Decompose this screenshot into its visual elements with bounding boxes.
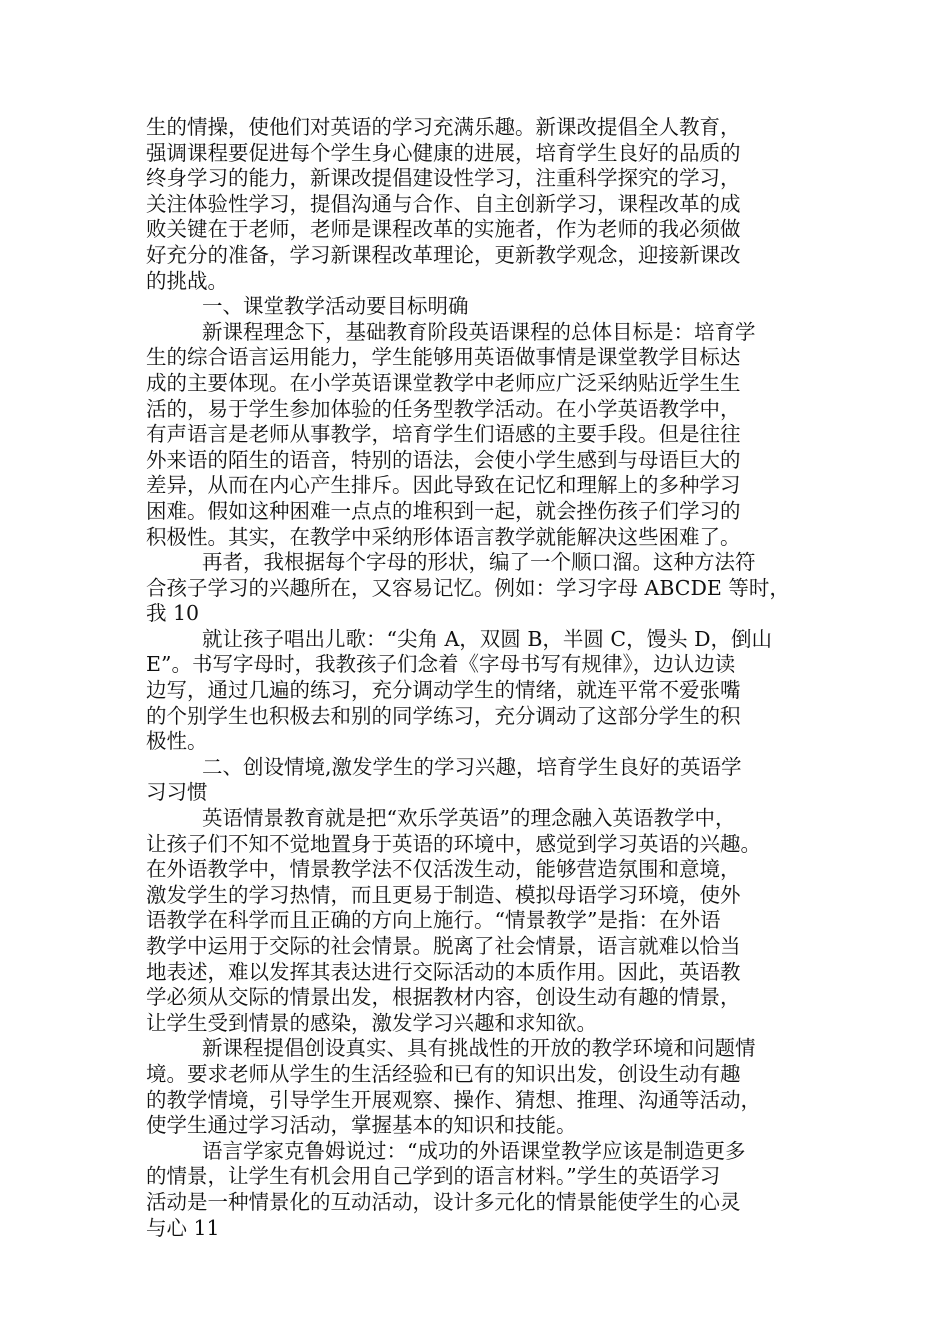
text-line: 积极性。其实，在教学中采纳形体语言教学就能解决这些困难了。 [146,524,741,549]
text-line: 在外语教学中，情景教学法不仅活泼生动，能够营造氛围和意境， [146,857,741,882]
text-line: 有声语言是老师从事教学，培育学生们语感的主要手段。但是往往 [146,422,741,447]
text-line: 英语情景教育就是把“欢乐学英语”的理念融入英语教学中， [202,806,736,831]
text-line: 就让孩子唱出儿歌：“尖角 A，双圆 B，半圆 C，馒头 D，倒山 [202,626,773,651]
text-line: E”。书写字母时，我教孩子们念着《字母书写有规律》，边认边读 [146,652,736,677]
text-line: 成的主要体现。在小学英语课堂教学中老师应广泛采纳贴近学生生 [146,370,741,395]
text-line: 境。要求老师从学生的生活经验和已有的知识出发，创设生动有趣 [146,1061,741,1086]
text-line: 语言学家克鲁姆说过：“成功的外语课堂教学应该是制造更多 [202,1138,746,1163]
text-line: 合孩子学习的兴趣所在，又容易记忆。例如：学习字母 ABCDE 等时， [146,575,790,600]
text-line: 教学中运用于交际的社会情景。脱离了社会情景，语言就难以恰当 [146,934,741,958]
text-line: 的教学情境，引导学生开展观察、操作、猜想、推理、沟通等活动， [146,1087,761,1112]
text-line: 困难。假如这种困难一点点的堆积到一起，就会挫伤孩子们学习的 [146,498,741,523]
text-line: 生的综合语言运用能力，学生能够用英语做事情是课堂教学目标达 [146,345,741,370]
text-line: 败关键在于老师，老师是课程改革的实施者，作为老师的我必须做 [146,217,741,242]
text-line: 一、课堂教学活动要目标明确 [202,294,469,319]
text-line: 终身学习的能力，新课改提倡建设性学习，注重科学探究的学习， [146,166,741,191]
text-line: 外来语的陌生的语音，特别的语法，会使小学生感到与母语巨大的 [146,447,741,472]
text-line: 新课程理念下，基础教育阶段英语课程的总体目标是：培育学 [202,319,756,344]
text-line: 再者，我根据每个字母的形状，编了一个顺口溜。这种方法符 [202,550,756,575]
text-line: 差异，从而在内心产生排斥。因此导致在记忆和理解上的多种学习 [146,473,741,498]
text-line: 语教学在科学而且正确的方向上施行。“情景教学”是指：在外语 [146,908,721,933]
text-line: 我 10 [146,601,200,626]
text-line: 活的，易于学生参加体验的任务型教学活动。在小学英语教学中， [146,396,741,421]
text-line: 生的情操，使他们对英语的学习充满乐趣。新课改提倡全人教育， [146,115,741,139]
text-line: 激发学生的学习热情，而且更易于制造、模拟母语学习环境，使外 [146,882,741,907]
text-line: 学必须从交际的情景出发，根据教材内容，创设生动有趣的情景， [146,985,741,1010]
text-line: 极性。 [146,729,208,754]
text-line: 新课程提倡创设真实、具有挑战性的开放的教学环境和问题情 [202,1036,756,1061]
text-line: 地表述，难以发挥其表达进行交际活动的本质作用。因此，英语教 [146,959,741,984]
text-line: 二、创设情境,激发学生的学习兴趣，培育学生良好的英语学 [202,754,742,779]
text-line: 关注体验性学习，提倡沟通与合作、自主创新学习，课程改革的成 [146,191,741,216]
text-line: 让孩子们不知不觉地置身于英语的环境中，感觉到学习英语的兴趣。 [146,831,761,856]
text-line: 活动是一种情景化的互动活动，设计多元化的情景能使学生的心灵 [146,1189,741,1214]
text-line: 好充分的准备，学习新课程改革理论，更新教学观念，迎接新课改 [146,242,741,267]
text-line: 习习惯 [146,780,208,805]
text-line: 的情景，让学生有机会用自己学到的语言材料。”学生的英语学习 [146,1164,721,1189]
text-line: 边写，通过几遍的练习，充分调动学生的情绪，就连平常不爱张嘴 [146,678,741,703]
text-line: 与心 11 [146,1215,220,1240]
text-line: 让学生受到情景的感染，激发学习兴趣和求知欲。 [146,1010,597,1035]
text-line: 的个别学生也积极去和别的同学练习，充分调动了这部分学生的积 [146,703,741,728]
text-line: 的挑战。 [146,268,228,293]
text-line: 使学生通过学习活动，掌握基本的知识和技能。 [146,1113,577,1138]
text-line: 强调课程要促进每个学生身心健康的进展，培育学生良好的品质的 [146,140,741,165]
